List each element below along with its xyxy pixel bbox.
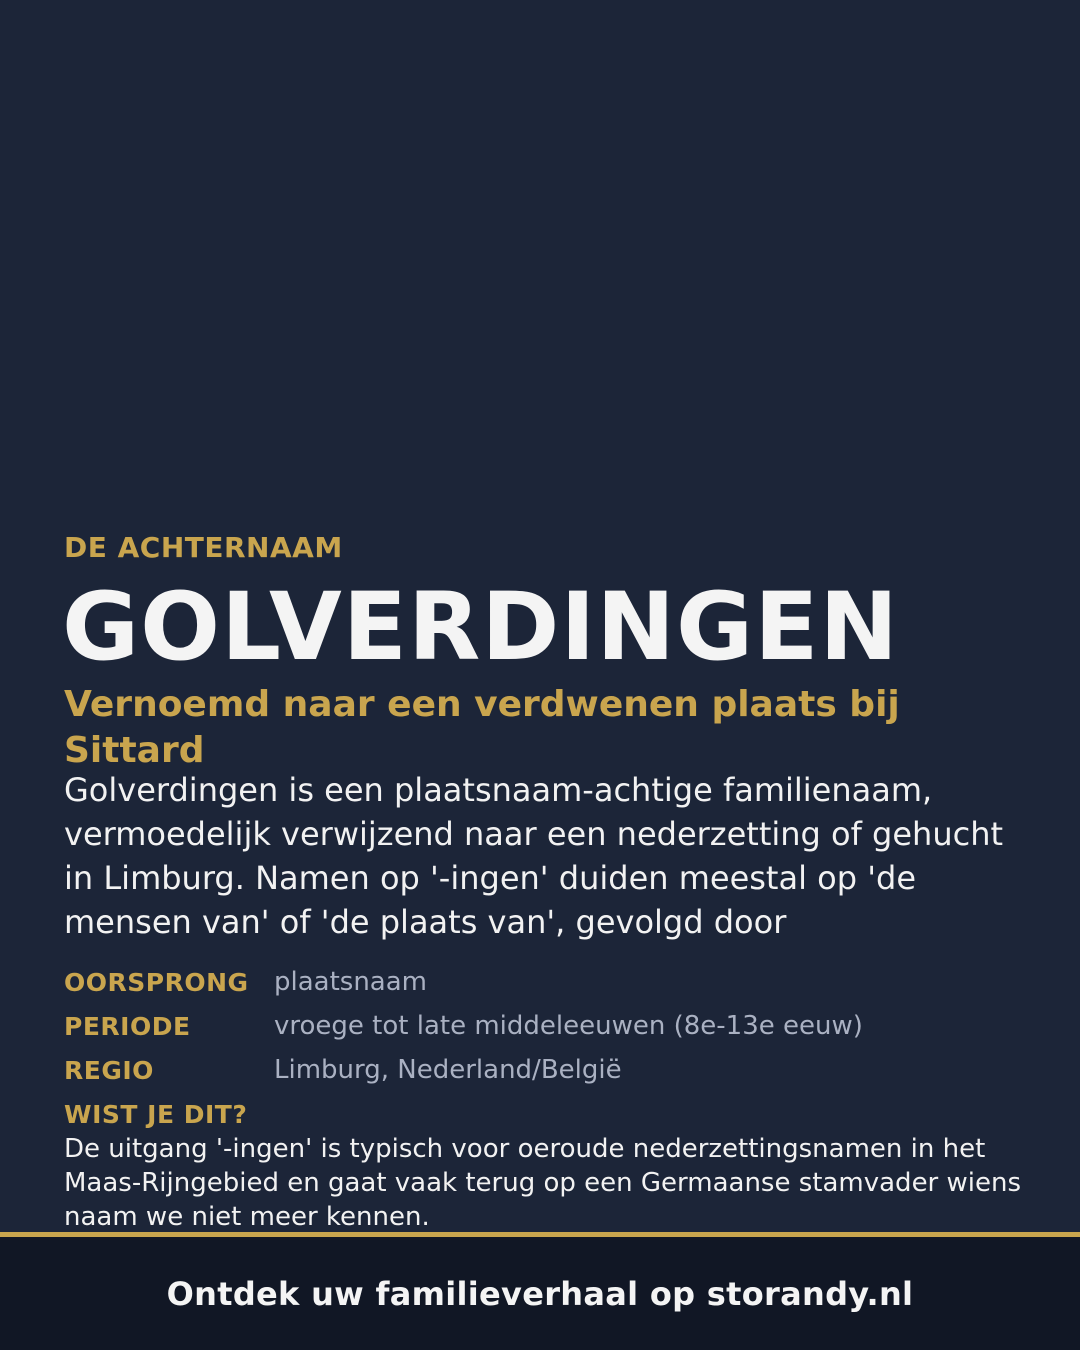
subtitle: Vernoemd naar een verdwenen plaats bij Sittard [64,684,900,771]
fact-label: OORSPRONG [64,967,249,997]
fact-value: plaatsnaam [274,967,428,997]
fact-row-region [64,1048,1024,1092]
footer-cta-link[interactable]: Ontdek uw familieverhaal op storandy.nl [166,1274,914,1313]
trivia-text: De uitgang '-ingen' is typisch voor oeroude nederzettingsnamen in het Maas-Rijngebied en gaat vaak terug op een Germaanse stamvader wiens naam we niet meer kennen. [64,1134,1022,1232]
facts-list [64,960,1024,1092]
fact-row-period [64,1004,1024,1048]
fact-value: Limburg, Nederland/België [274,1055,622,1085]
intro-paragraph: Golverdingen is een plaatsnaam-achtige familienaam, vermoedelijk verwijzend naar een nederzetting of gehucht in Limburg. Namen op '-ingen' duiden meestal op 'de mensen van' of 'de plaats van', gevolgd door [64,771,1004,941]
surname-title: GOLVERDINGEN [62,573,900,682]
trivia-label: WIST JE DIT? [64,1100,248,1129]
fact-value: vroege tot late middeleeuwen (8e-13e eeuw) [274,1011,863,1041]
fact-row-origin [64,960,1024,1004]
eyebrow-label: DE ACHTERNAAM [64,531,343,564]
footer-banner [0,1232,1080,1350]
fact-label: PERIODE [64,1011,191,1041]
fact-label: REGIO [64,1055,154,1085]
